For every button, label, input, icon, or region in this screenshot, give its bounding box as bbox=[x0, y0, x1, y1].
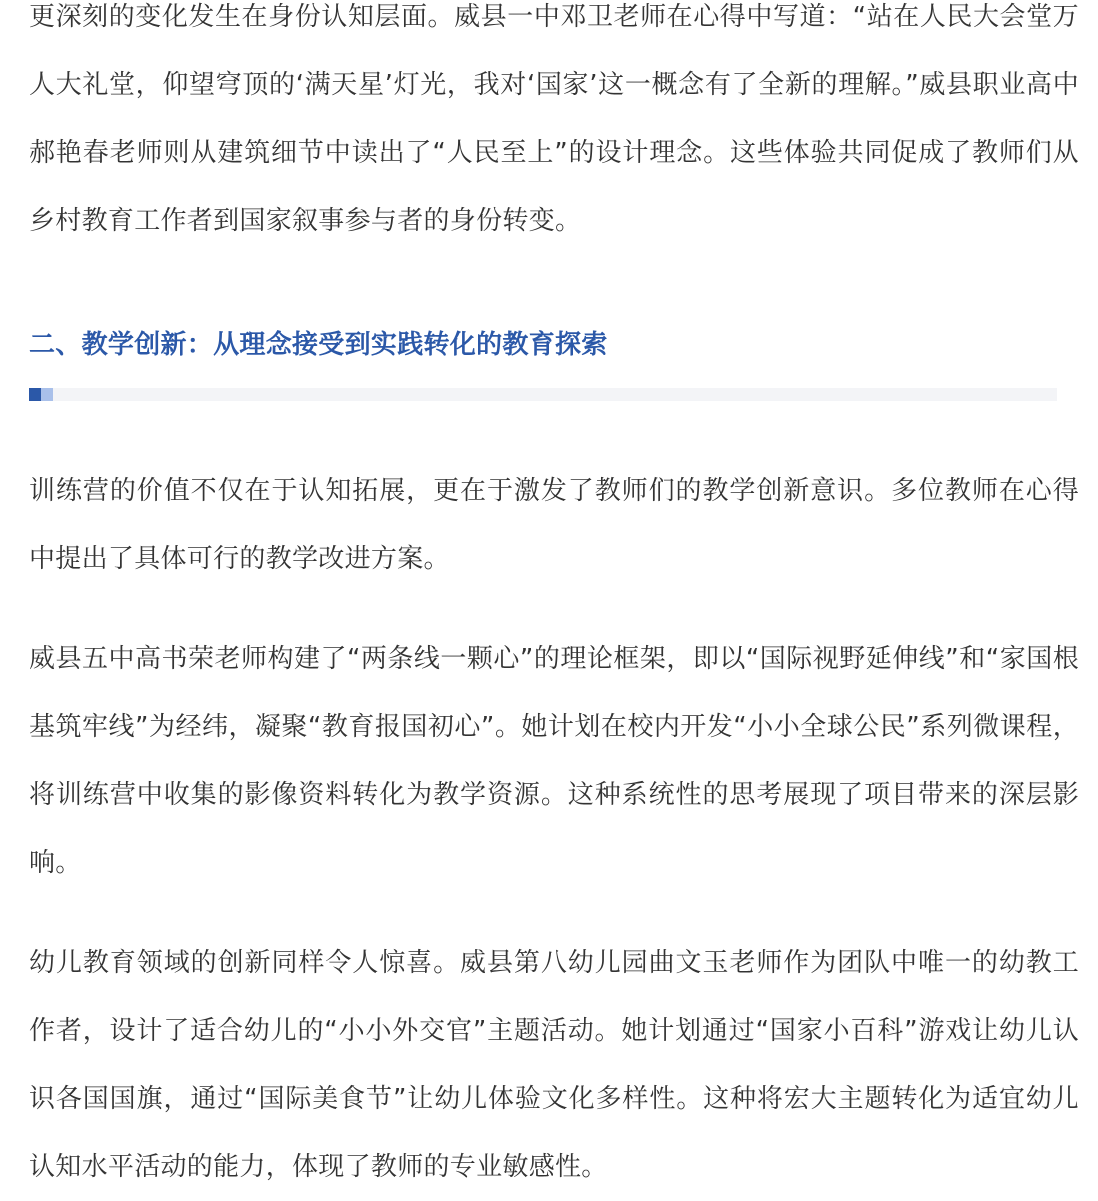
paragraph-identity-change: 更深刻的变化发生在身份认知层面。威县一中邓卫老师在心得中写道：“站在人民大会堂万人大礼堂，仰望穹顶的‘满天星’灯光，我对‘国家’这一概念有了全新的理解。”威县职业高中郝艳春老师则从建筑细节中读出了“人民至上”的设计理念。这些体验共同促成了教师们从乡村教育工作者到国家叙事参与者的身份转变。 bbox=[29, 2, 1079, 236]
divider-accent-light bbox=[41, 388, 53, 401]
paragraph-teacher-qu: 幼儿教育领域的创新同样令人惊喜。威县第八幼儿园曲文玉老师作为团队中唯一的幼教工作者，设计了适合幼儿的“小小外交官”主题活动。她计划通过“国家小百科”游戏让幼儿认识各国国旗，通过“国际美食节”让幼儿体验文化多样性。这种将宏大主题转化为适宜幼儿认知水平活动的能力，体现了教师的专业敏感性。 bbox=[29, 948, 1079, 1182]
section-header bbox=[29, 312, 1059, 401]
paragraph-teacher-gao: 威县五中高书荣老师构建了“两条线一颗心”的理论框架，即以“国际视野延伸线”和“家国根基筑牢线”为经纬，凝聚“教育报国初心”。她计划在校内开发“小小全球公民”系列微课程，将训练营中收集的影像资料转化为教学资源。这种系统性的思考展现了项目带来的深层影响。 bbox=[29, 644, 1079, 878]
section-title: 二、教学创新：从理念接受到实践转化的教育探索 bbox=[29, 330, 608, 360]
paragraph-training-value: 训练营的价值不仅在于认知拓展，更在于激发了教师们的教学创新意识。多位教师在心得中提出了具体可行的教学改进方案。 bbox=[29, 476, 1079, 574]
divider-accent-dark bbox=[29, 388, 41, 401]
section-divider-bar bbox=[29, 388, 1057, 401]
